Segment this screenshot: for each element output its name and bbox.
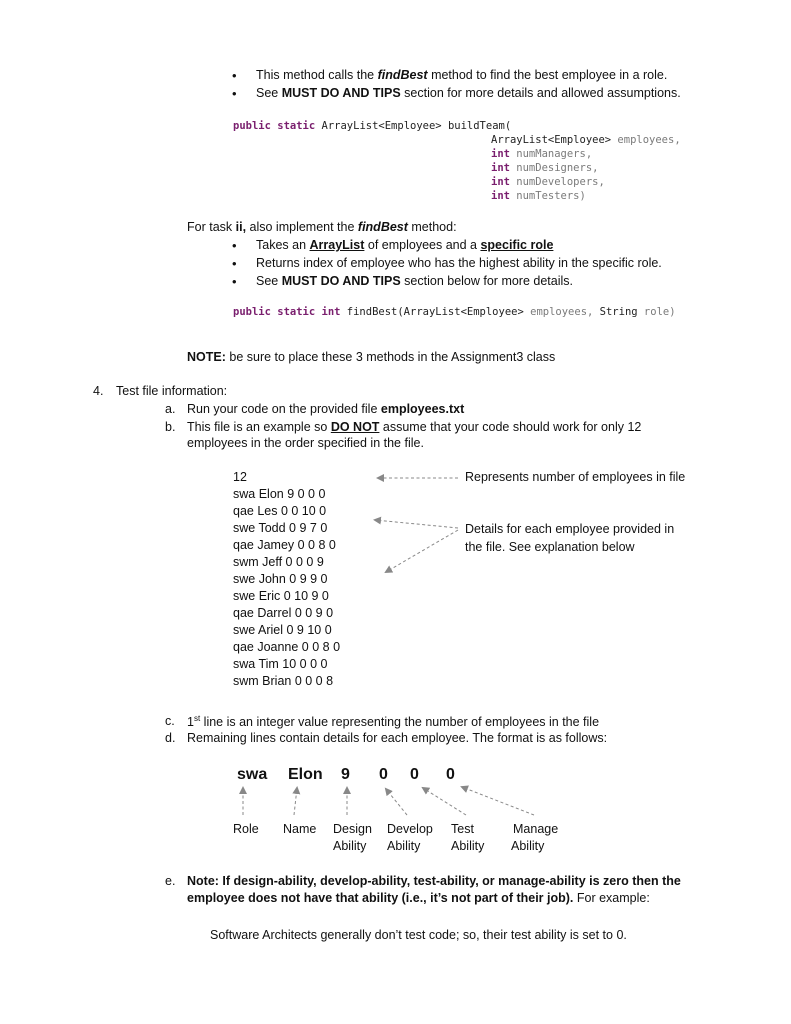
- item-b-label: b.: [165, 420, 176, 434]
- findbest-signature: public static int findBest(ArrayList<Employee> employees, String role): [233, 306, 676, 318]
- format-label-manage: Manage: [513, 822, 559, 836]
- format-label-develop: Develop: [387, 822, 433, 836]
- format-token-develop: 0: [379, 766, 388, 783]
- bullet-returns-index: • Returns index of employee who has the highest ability in the specific role.: [256, 256, 662, 270]
- file-line: swa Elon 9 0 0 0: [233, 487, 326, 501]
- file-line: swm Jeff 0 0 0 9: [233, 555, 324, 569]
- file-line: qae Darrel 0 0 9 0: [233, 606, 334, 620]
- format-label-design: Design: [333, 822, 372, 836]
- item-c-text: 1st line is an integer value representing the number of employees in the file: [187, 714, 600, 730]
- file-line: swe Todd 0 9 7 0: [233, 521, 328, 535]
- annotation-details-line1: Details for each employee provided in: [465, 522, 675, 536]
- arrow-name: [294, 788, 297, 815]
- arrow-manage: [462, 787, 534, 815]
- task-ii-intro: For task ii, also implement the findBest method:: [187, 220, 457, 234]
- section-4-title: Test file information:: [116, 384, 228, 398]
- buildteam-signature: public static ArrayList<Employee> buildTeam(: [233, 120, 512, 132]
- buildteam-param: int numTesters): [491, 190, 586, 202]
- annotation-details-line2: the file. See explanation below: [465, 540, 635, 554]
- arrow-details-1: [375, 520, 458, 528]
- item-e-note-line1: Note: If design-ability, develop-ability, test-ability, or manage-ability is zero then the: [187, 874, 681, 888]
- item-e-label: e.: [165, 874, 176, 888]
- annotation-count: Represents number of employees in file: [465, 470, 686, 484]
- item-d-label: d.: [165, 731, 176, 745]
- format-token-manage: 0: [446, 766, 455, 783]
- bullet-see-must-do: • See MUST DO AND TIPS section for more details and allowed assumptions.: [256, 86, 681, 100]
- buildteam-param: int numDesigners,: [491, 162, 599, 174]
- item-d-text: Remaining lines contain details for each employee. The format is as follows:: [187, 731, 608, 745]
- item-a-text: Run your code on the provided file employees.txt: [187, 402, 465, 416]
- arrow-develop: [386, 789, 407, 815]
- format-token-role: swa: [237, 766, 268, 783]
- final-example: Software Architects generally don’t test code; so, their test ability is set to 0.: [210, 928, 627, 942]
- format-label-role: Role: [233, 822, 259, 836]
- arrow-test: [423, 788, 466, 815]
- section-4-number: 4.: [93, 384, 104, 398]
- format-label-test: Test: [451, 822, 474, 836]
- format-label-manage-ability: Ability: [511, 839, 545, 853]
- buildteam-param: int numDevelopers,: [491, 176, 605, 188]
- item-e-note-line2: employee does not have that ability (i.e., it’s not part of their job). For example:: [187, 891, 650, 905]
- format-token-name: Elon: [288, 766, 323, 783]
- file-line: swm Brian 0 0 0 8: [233, 674, 334, 688]
- arrow-details-2: [386, 530, 458, 572]
- file-line: qae Les 0 0 10 0: [233, 504, 327, 518]
- bullet-calls-findbest: • This method calls the findBest method to find the best employee in a role.: [256, 68, 667, 82]
- file-line: 12: [233, 470, 247, 484]
- buildteam-param: int numManagers,: [491, 148, 593, 160]
- file-line: swe John 0 9 9 0: [233, 572, 328, 586]
- item-b-text-line2: employees in the order specified in the file.: [187, 436, 424, 450]
- format-token-design: 9: [341, 766, 350, 783]
- file-line: qae Jamey 0 0 8 0: [233, 538, 336, 552]
- item-a-label: a.: [165, 402, 176, 416]
- file-line: swe Ariel 0 9 10 0: [233, 623, 332, 637]
- note-line: NOTE: be sure to place these 3 methods in the Assignment3 class: [187, 350, 556, 364]
- file-line: qae Joanne 0 0 8 0: [233, 640, 341, 654]
- format-label-design-ability: Ability: [333, 839, 367, 853]
- file-line: swa Tim 10 0 0 0: [233, 657, 328, 671]
- file-line: swe Eric 0 10 9 0: [233, 589, 329, 603]
- item-c-label: c.: [165, 714, 175, 728]
- buildteam-param: ArrayList<Employee> employees,: [491, 134, 681, 146]
- format-label-name: Name: [283, 822, 317, 836]
- bullet-see-below: • See MUST DO AND TIPS section below for more details.: [256, 274, 573, 288]
- format-token-test: 0: [410, 766, 419, 783]
- bullet-takes-arraylist: • Takes an ArrayList of employees and a specific role: [256, 238, 553, 252]
- format-label-develop-ability: Ability: [387, 839, 421, 853]
- item-b-text: This file is an example so DO NOT assume that your code should work for only 12: [187, 420, 642, 434]
- format-label-test-ability: Ability: [451, 839, 485, 853]
